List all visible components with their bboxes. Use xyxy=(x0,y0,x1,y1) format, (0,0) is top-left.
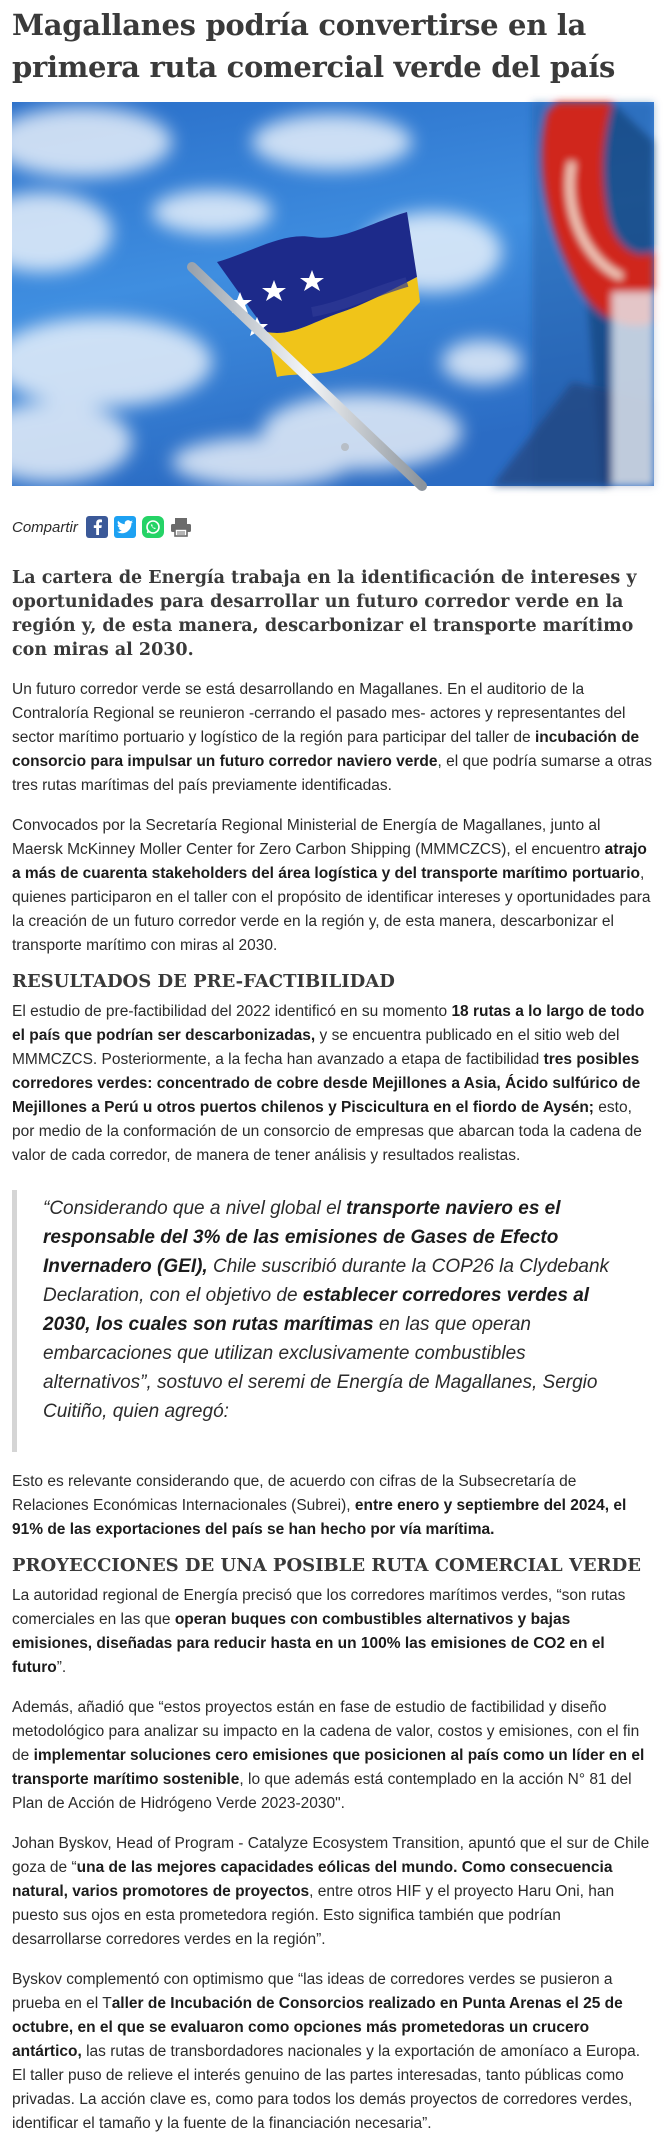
paragraph-5 xyxy=(12,1584,654,1680)
text: Esto es relevante considerando que, de acuerdo con cifras de la Subsecretaría de Relaciones Económicas Internacionales (Subrei), xyxy=(12,1473,577,1514)
paragraph-6 xyxy=(12,1696,654,1816)
text: Chile suscribió durante la COP26 la Clydebank Declaration, con el objetivo de xyxy=(43,1256,610,1306)
paragraph-1 xyxy=(12,678,654,798)
share-bar xyxy=(12,514,654,540)
text: Byskov complementó con optimismo que “las ideas de corredores verdes se pusieron a prueba en el T xyxy=(12,1971,613,2012)
text: El estudio de pre-factibilidad del 2022 identificó en su momento xyxy=(12,1003,452,1020)
twitter-icon[interactable] xyxy=(114,516,136,538)
text: , entre otros HIF y el proyecto Haru Oni, han puesto sus ojos en esta prometedora región. Esto significa también que podrían desarrollarse corredores verdes en la región”. xyxy=(12,1883,615,1948)
hero-image xyxy=(12,102,654,486)
bold-text: una de las mejores capacidades eólicas del mundo. Como consecuencia natural, varios promotores de proyectos xyxy=(12,1859,613,1900)
section-heading-prefactibilidad: RESULTADOS DE PRE-FACTIBILIDAD xyxy=(12,971,395,992)
article-lead: La cartera de Energía trabaja en la identificación de intereses y oportunidades para desarrollar un futuro corredor verde en la región y, de esta manera, descarbonizar el transporte marítimo con miras al 2030. xyxy=(12,568,637,660)
text: y se encuentra publicado en el sitio web del MMMCZCS. Posteriormente, a la fecha han avanzado a etapa de factibilidad xyxy=(12,1027,620,1068)
bold-text: operan buques con combustibles alternativos y bajas emisiones, diseñadas para reducir hasta en un 100% las emisiones de CO2 en el futuro xyxy=(12,1611,605,1676)
paragraph-4 xyxy=(12,1470,654,1542)
bold-text: incubación de consorcio para impulsar un futuro corredor naviero verde xyxy=(12,729,640,770)
article-title: Magallanes podría convertirse en la primera ruta comercial verde del país xyxy=(12,8,616,84)
text: “Considerando que a nivel global el xyxy=(43,1198,347,1219)
text: esto, por medio de la conformación de un consorcio de empresas que abarcan toda la cadena de valor de cada corredor, de manera de tener análisis y resultados realistas. xyxy=(12,1099,642,1164)
paragraph-7 xyxy=(12,1832,654,1952)
flag-photo xyxy=(12,102,654,486)
text: las rutas de transbordadores nacionales y la exportación de amoníaco a Europa. El taller puso de relieve el interés genuino de las partes interesadas, tanto públicas como privadas. La acción clave es, como para todos los demás proyectos de corredores verdes, identificar el tamaño y la fuente de la financiación necesaria”. xyxy=(12,2043,641,2132)
bold-text: entre enero y septiembre del 2024, el 91% de las exportaciones del país se han hecho por vía marítima. xyxy=(12,1497,627,1538)
share-label: Compartir xyxy=(12,518,78,536)
paragraph-3 xyxy=(12,1000,654,1168)
text: Además, añadió que “estos proyectos están en fase de estudio de factibilidad y diseño metodológico para analizar su impacto en la cadena de valor, costos y emisiones, con el fin de xyxy=(12,1699,640,1764)
bold-text: transporte naviero es el responsable del 3% de las emisiones de Gases de Efecto Invernadero (GEI), xyxy=(43,1198,561,1277)
bold-text: implementar soluciones cero emisiones que posicionen al país como un líder en el transporte marítimo sostenible xyxy=(12,1747,645,1788)
whatsapp-icon[interactable] xyxy=(142,516,164,538)
text: ”. xyxy=(56,1659,67,1676)
article xyxy=(12,0,654,2136)
bold-text: 18 rutas a lo largo de todo el país que podrían ser descarbonizadas, xyxy=(12,1003,645,1044)
text: , quienes participaron en el taller con el propósito de identificar intereses y oportunidades para la creación de un futuro corredor verde en la región y, de esta manera, descarbonizar el transporte marítimo con miras al 2030. xyxy=(12,865,651,954)
text: Johan Byskov, Head of Program - Catalyze Ecosystem Transition, apuntó que el sur de Chile goza de “ xyxy=(12,1835,650,1876)
text: en las que operan embarcaciones que utilizan exclusivamente combustibles alternativos”, sostuvo el seremi de Energía de Magallanes, Sergio Cuitiño, quien agregó: xyxy=(43,1314,598,1422)
print-icon[interactable] xyxy=(170,516,192,538)
paragraph-8 xyxy=(12,1968,654,2136)
bold-text: aller de Incubación de Consorcios realizado en Punta Arenas el 25 de octubre, en el que se evaluaron como opciones más prometedoras un crucero antártico, xyxy=(12,1995,623,2060)
section-heading-proyecciones: PROYECCIONES DE UNA POSIBLE RUTA COMERCIAL VERDE xyxy=(12,1555,641,1576)
text: Convocados por la Secretaría Regional Ministerial de Energía de Magallanes, junto al Maersk McKinney Moller Center for Zero Carbon Shipping (MMMCZCS), el encuentro xyxy=(12,817,605,858)
paragraph-2 xyxy=(12,814,654,958)
bold-text: tres posibles corredores verdes: concentrado de cobre desde Mejillones a Asia, Ácido sulfúrico de Mejillones a Perú u otros puertos chilenos y Piscicultura en el fiordo de Aysén; xyxy=(12,1051,641,1116)
text: La autoridad regional de Energía precisó que los corredores marítimos verdes, “son rutas comerciales en las que xyxy=(12,1587,626,1628)
text: , el que podría sumarse a otras tres rutas marítimas del país previamente identificadas. xyxy=(12,753,653,794)
pull-quote xyxy=(12,1190,654,1452)
bold-text: establecer corredores verdes al 2030, los cuales son rutas marítimas xyxy=(43,1285,590,1335)
text: , lo que además está contemplado en la acción N° 81 del Plan de Acción de Hidrógeno Verde 2023-2030". xyxy=(12,1771,632,1812)
text: Un futuro corredor verde se está desarrollando en Magallanes. En el auditorio de la Contraloría Regional se reunieron -cerrando el pasado mes- actores y representantes del sector marítimo portuario y logístico de la región para participar del taller de xyxy=(12,681,626,746)
facebook-icon[interactable] xyxy=(86,516,108,538)
bold-text: atrajo a más de cuarenta stakeholders del área logística y del transporte marítimo portuario xyxy=(12,841,647,882)
